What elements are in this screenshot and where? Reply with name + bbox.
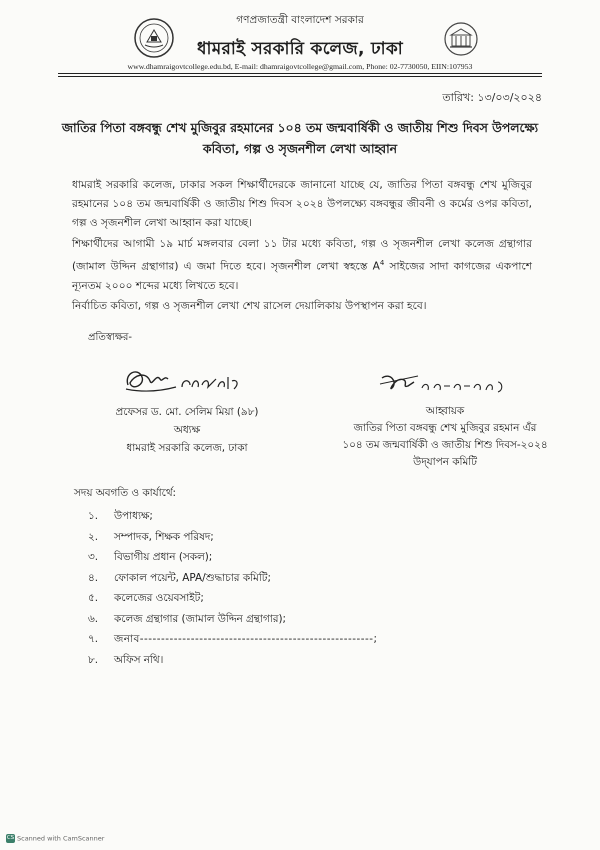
header-divider	[58, 73, 542, 74]
list-item	[88, 588, 378, 609]
principal-office: ধামরাই সরকারি কলেজ, ঢাকা	[126, 442, 248, 454]
scanner-text: Scanned with CamScanner	[17, 834, 105, 843]
notice-date: তারিখ: ১৩/০৩/২০২৪	[442, 91, 542, 104]
list-item-text: সম্পাদক, শিক্ষক পরিষদ;	[114, 530, 214, 543]
a4-superscript: 4	[379, 259, 385, 267]
body-paragraph-2	[72, 235, 532, 296]
camscanner-icon: CS	[6, 835, 15, 841]
paragraph-2-text-b: সাইজের সাদা কাগজের একপাশে ন্যূনতম ২০০০ শব্দের মধ্যে লিখতে হবে।	[72, 260, 532, 292]
list-item	[88, 568, 378, 589]
list-item-number: ২.	[88, 530, 99, 543]
list-item-text: কলেজের ওয়েবসাইট;	[114, 592, 204, 604]
committee-line-3: উদ্‌যাপন কমিটি	[413, 456, 477, 468]
distribution-title: সদয় অবগতি ও কার্যার্থে:	[74, 487, 177, 499]
list-item-text: ফোকাল পয়েন্ট, APA/শুদ্ধাচার কমিটি;	[114, 571, 271, 584]
list-item-number: ৬.	[88, 612, 99, 625]
list-item-text: অফিস নথি।	[114, 653, 164, 666]
body-paragraph-3: নির্বাচিত কবিতা, গল্প ও সৃজনশীল লেখা শেখ রাসেল দেয়ালিকায় উপস্থাপন করা হবে।	[72, 300, 427, 312]
list-item	[88, 547, 378, 568]
convener-title: আহ্বায়ক	[425, 405, 465, 417]
list-item	[88, 629, 378, 650]
scanner-watermark	[6, 834, 104, 843]
subject-line-1: জাতির পিতা বঙ্গবন্ধু শেখ মুজিবুর রহমানের ১০৪ তম জন্মবার্ষিকী ও জাতীয় শিশু দিবস উপলক্ষ্যে	[61, 120, 539, 135]
countersign-label: প্রতিস্বাক্ষর-	[88, 332, 133, 343]
header-divider-thin	[58, 76, 542, 77]
college-name: ধামরাই সরকারি কলেজ, ঢাকা	[197, 39, 403, 59]
list-item-text: কলেজ গ্রন্থাগার (জামাল উদ্দিন গ্রন্থাগার);	[114, 612, 287, 625]
principal-signature-block	[72, 403, 302, 457]
list-item-number: ৭.	[88, 633, 99, 645]
contact-line: www.dhamraigovtcollege.edu.bd, E-mail: dhamraigovtcollege@gmail.com, Phone: 02-7730050, EIIN:107953	[127, 62, 473, 71]
list-item-text: উপাধ্যক্ষ;	[114, 510, 153, 522]
list-item	[88, 506, 378, 527]
college-building-icon	[443, 21, 479, 57]
list-item-number: ৩.	[88, 551, 99, 563]
committee-line-1: জাতির পিতা বঙ্গবন্ধু শেখ মুজিবুর রহমান এঁর	[353, 422, 537, 434]
principal-signature	[120, 363, 250, 398]
list-item-text: বিভাগীয় প্রধান (সকল);	[114, 551, 213, 563]
distribution-list	[88, 506, 378, 670]
list-item	[88, 527, 378, 548]
list-item	[88, 609, 378, 630]
list-item-number: ১.	[88, 510, 99, 522]
convener-signature-block	[330, 403, 560, 471]
principal-name: প্রফেসর ড. মো. সেলিম মিয়া (৯৮)	[115, 406, 259, 418]
principal-designation: অধ্যক্ষ	[173, 424, 201, 436]
list-item-number: ৫.	[88, 592, 99, 604]
subject-line-2: কবিতা, গল্প ও সৃজনশীল লেখা আহ্বান	[202, 141, 398, 156]
government-header: গণপ্রজাতন্ত্রী বাংলাদেশ সরকার	[236, 14, 364, 26]
list-item-number: ৮.	[88, 653, 99, 666]
list-item	[88, 650, 378, 671]
convener-signature	[378, 368, 518, 398]
committee-line-2: ১০৪ তম জন্মবার্ষিকী ও জাতীয় শিশু দিবস-২০২৪	[342, 439, 548, 451]
notice-subject	[50, 117, 550, 159]
paragraph-2-text-a: শিক্ষার্থীদের আগামী ১৯ মার্চ মঙ্গলবার বেলা ১১ টার মধ্যে কবিতা, গল্প ও সৃজনশীল লেখা কলেজ গ্রন্থাগার (জামাল উদ্দিন গ্রন্থাগার) এ জমা দিতে হবে। সৃজনশীল লেখা স্বহস্তে A	[72, 238, 532, 273]
body-paragraph-1: ধামরাই সরকারি কলেজ, ঢাকার সকল শিক্ষার্থীদেরকে জানানো যাচ্ছে যে, জাতির পিতা বঙ্গবন্ধু শেখ মুজিবুর রহমানের ১০৪ তম জন্মবার্ষিকী ও জাতীয় শিশু দিবস ২০২৪ উপলক্ষ্যে বঙ্গবন্ধুর জীবনী ও কর্মের ওপর কবিতা, গল্প ও সৃজনশীল লেখা আহ্বান করা যাচ্ছে।	[72, 179, 532, 229]
list-item-number: ৪.	[88, 571, 99, 584]
list-item-text: জনাব-------------------------------------------------------;	[114, 633, 378, 645]
